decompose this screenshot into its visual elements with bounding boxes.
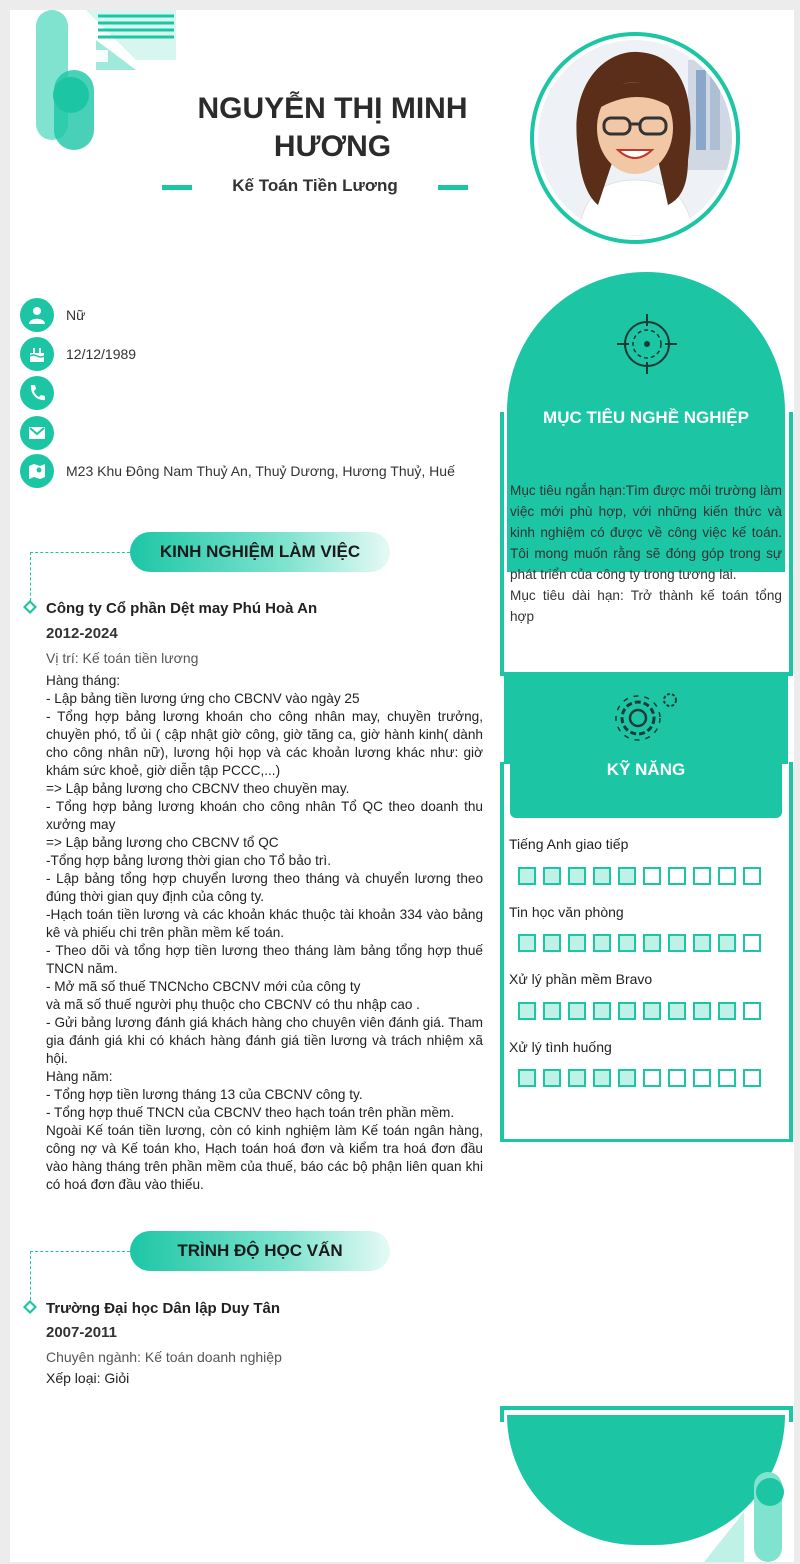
experience-line: - Theo dõi và tổng hợp tiền lương theo tháng làm bảng tổng hợp thuế TNCN năm. [46, 943, 483, 976]
skill-square [718, 1002, 736, 1020]
skill-level [518, 934, 761, 952]
skill-square [743, 867, 761, 885]
experience-years: 2012-2024 [46, 625, 118, 642]
skill-square [518, 1002, 536, 1020]
skill-square [668, 1069, 686, 1087]
role-bar-left [162, 185, 192, 190]
skill-square [518, 1069, 536, 1087]
map-pin-icon [20, 454, 54, 488]
experience-line: -Tổng hợp bảng lương thời gian cho Tổ bảo trì. [46, 853, 331, 868]
education-heading: TRÌNH ĐỘ HỌC VẤN [130, 1231, 390, 1271]
skill-square [668, 1002, 686, 1020]
skill-square [743, 1069, 761, 1087]
contact-phone [20, 376, 490, 410]
education-grade: Xếp loại: Giỏi [46, 1370, 130, 1386]
skill-name: Tin học văn phòng [509, 904, 624, 920]
experience-line: => Lập bảng lương cho CBCNV theo chuyền may. [46, 781, 350, 796]
experience-line: Hàng tháng: [46, 673, 121, 688]
objective-short-term: Mục tiêu ngắn hạn:Tìm được môi trường làm việc mới phù hợp, với những kiến thức và kinh nghiệm có được về công việc kế toán. Tôi mong muốn rằng sẽ đóng góp trong sự phát triển của công ty trong tương lai. [510, 483, 782, 582]
avatar [530, 32, 740, 244]
experience-line: => Lập bảng lương cho CBCNV tổ QC [46, 835, 279, 850]
skill-square [568, 867, 586, 885]
skill-square [693, 1069, 711, 1087]
exp-connector-h [30, 552, 130, 553]
phone-icon [20, 376, 54, 410]
skill-square [693, 867, 711, 885]
skill-square [543, 1069, 561, 1087]
education-years: 2007-2011 [46, 1324, 117, 1341]
objective-text [510, 480, 782, 627]
skill-square [668, 934, 686, 952]
experience-description [46, 672, 483, 1194]
skill-square [668, 867, 686, 885]
education-major: Chuyên ngành: Kế toán doanh nghiệp [46, 1349, 282, 1365]
skill-level [518, 1069, 761, 1087]
skill-square [693, 1002, 711, 1020]
exp-connector-v [30, 552, 31, 606]
edu-connector-h [30, 1251, 130, 1252]
skill-square [593, 1002, 611, 1020]
decor-top-left [26, 10, 176, 160]
diamond-icon [23, 600, 37, 614]
experience-line: - Gửi bảng lương đánh giá khách hàng cho chuyên viên đánh giá. Tham gia đánh giá khi có khách hàng đánh giá tiền lương và trách nhiệm xã hội. [46, 1015, 483, 1066]
contact-birthday [20, 337, 490, 371]
school-name: Trường Đại học Dân lập Duy Tân [46, 1300, 281, 1317]
skill-square [618, 934, 636, 952]
experience-line: Ngoài Kế toán tiền lương, còn có kinh nghiệm làm Kế toán ngân hàng, công nợ và Kế toán kho, Hạch toán hoá đơn và kiểm tra hoá đơn đầu vào hàng tháng trên phần mềm của thuế, báo các bộ phận liên quan khi có hoá đơn đầu vào thiếu. [46, 1123, 483, 1192]
skill-square [568, 1002, 586, 1020]
experience-heading: KINH NGHIỆM LÀM VIỆC [130, 532, 390, 572]
mail-icon [20, 416, 54, 450]
contact-email [20, 416, 490, 450]
skill-square [718, 1069, 736, 1087]
cake-icon [20, 337, 54, 371]
skill-square [743, 934, 761, 952]
skill-square [543, 1002, 561, 1020]
role-bar-right [438, 185, 468, 190]
skill-square [643, 1069, 661, 1087]
skill-square [593, 867, 611, 885]
skill-level [518, 867, 761, 885]
skill-square [743, 1002, 761, 1020]
experience-line: và mã số thuế người phụ thuộc cho CBCNV có thu nhập cao . [46, 997, 420, 1012]
skill-name: Xử lý tình huống [509, 1039, 612, 1055]
skill-square [718, 867, 736, 885]
avatar-photo [538, 40, 732, 236]
objective-heading: MỤC TIÊU NGHỀ NGHIỆP [543, 408, 749, 427]
gender-value: Nữ [66, 307, 86, 323]
contact-gender [20, 298, 490, 332]
cv-page [10, 10, 794, 1562]
experience-line: - Tổng hợp bảng lương khoán cho công nhân may, chuyền trưởng, chuyền phó, tổ ủi ( cập nhật giờ công, giờ tăng ca, giờ hành kinh( dành cho công nhân nữ), lương hội họp và các khoản lương khác như: giờ khám sức khoẻ, giờ diễn tập PCCC,...) [46, 709, 483, 778]
edu-connector-v [30, 1251, 31, 1305]
skill-square [543, 867, 561, 885]
full-name: NGUYỄN THỊ MINH HƯƠNG [197, 92, 468, 163]
diamond-icon [23, 1300, 37, 1314]
skill-square [643, 934, 661, 952]
skill-square [693, 934, 711, 952]
experience-line: - Tổng hợp thuế TNCN của CBCNV theo hạch toán trên phần mềm. [46, 1105, 455, 1120]
job-role: Kế Toán Tiền Lương [232, 176, 398, 195]
skills-heading: KỸ NĂNG [606, 760, 686, 779]
company-name: Công ty Cổ phần Dệt may Phú Hoà An [46, 600, 318, 617]
skill-square [718, 934, 736, 952]
skill-square [618, 1002, 636, 1020]
skill-square [643, 867, 661, 885]
skill-name: Xử lý phần mềm Bravo [509, 971, 653, 987]
decor-bottom-right [704, 1452, 794, 1562]
address-value: M23 Khu Đông Nam Thuỷ An, Thuỷ Dương, Hương Thuỷ, Huế [66, 463, 455, 479]
skill-square [593, 1069, 611, 1087]
gears-icon [608, 686, 686, 750]
experience-line: -Hạch toán tiền lương và các khoản khác thuộc tài khoản 334 vào bảng kê và phiếu chi trên phần mềm kế toán. [46, 907, 483, 940]
skill-square [518, 867, 536, 885]
skill-level [518, 1002, 761, 1020]
skill-name: Tiếng Anh giao tiếp [509, 836, 629, 852]
role-wrap [162, 176, 468, 200]
experience-line: - Lập bảng tiền lương ứng cho CBCNV vào ngày 25 [46, 691, 360, 706]
user-icon [20, 298, 54, 332]
experience-position: Vị trí: Kế toán tiền lương [46, 650, 199, 666]
skill-square [543, 934, 561, 952]
skill-square [568, 1069, 586, 1087]
skill-square [518, 934, 536, 952]
objective-long-term: Mục tiêu dài hạn: Trở thành kế toán tổng hợp [510, 588, 782, 624]
experience-line: - Lập bảng tổng hợp chuyển lương theo tháng và chuyển lương theo đúng thời gian quy định của công ty. [46, 871, 483, 904]
skill-square [593, 934, 611, 952]
experience-line: - Tổng hợp tiền lương tháng 13 của CBCNV công ty. [46, 1087, 363, 1102]
skill-square [643, 1002, 661, 1020]
experience-line: Hàng năm: [46, 1069, 113, 1084]
experience-line: - Mở mã số thuế TNCNcho CBCNV mới của công ty [46, 979, 361, 994]
experience-line: - Tổng hợp bảng lương khoán cho công nhân Tổ QC theo doanh thu xưởng may [46, 799, 483, 832]
skill-square [618, 867, 636, 885]
skill-square [568, 934, 586, 952]
contact-address [20, 454, 490, 488]
skill-square [618, 1069, 636, 1087]
birthday-value: 12/12/1989 [66, 346, 137, 362]
target-icon [615, 312, 679, 376]
